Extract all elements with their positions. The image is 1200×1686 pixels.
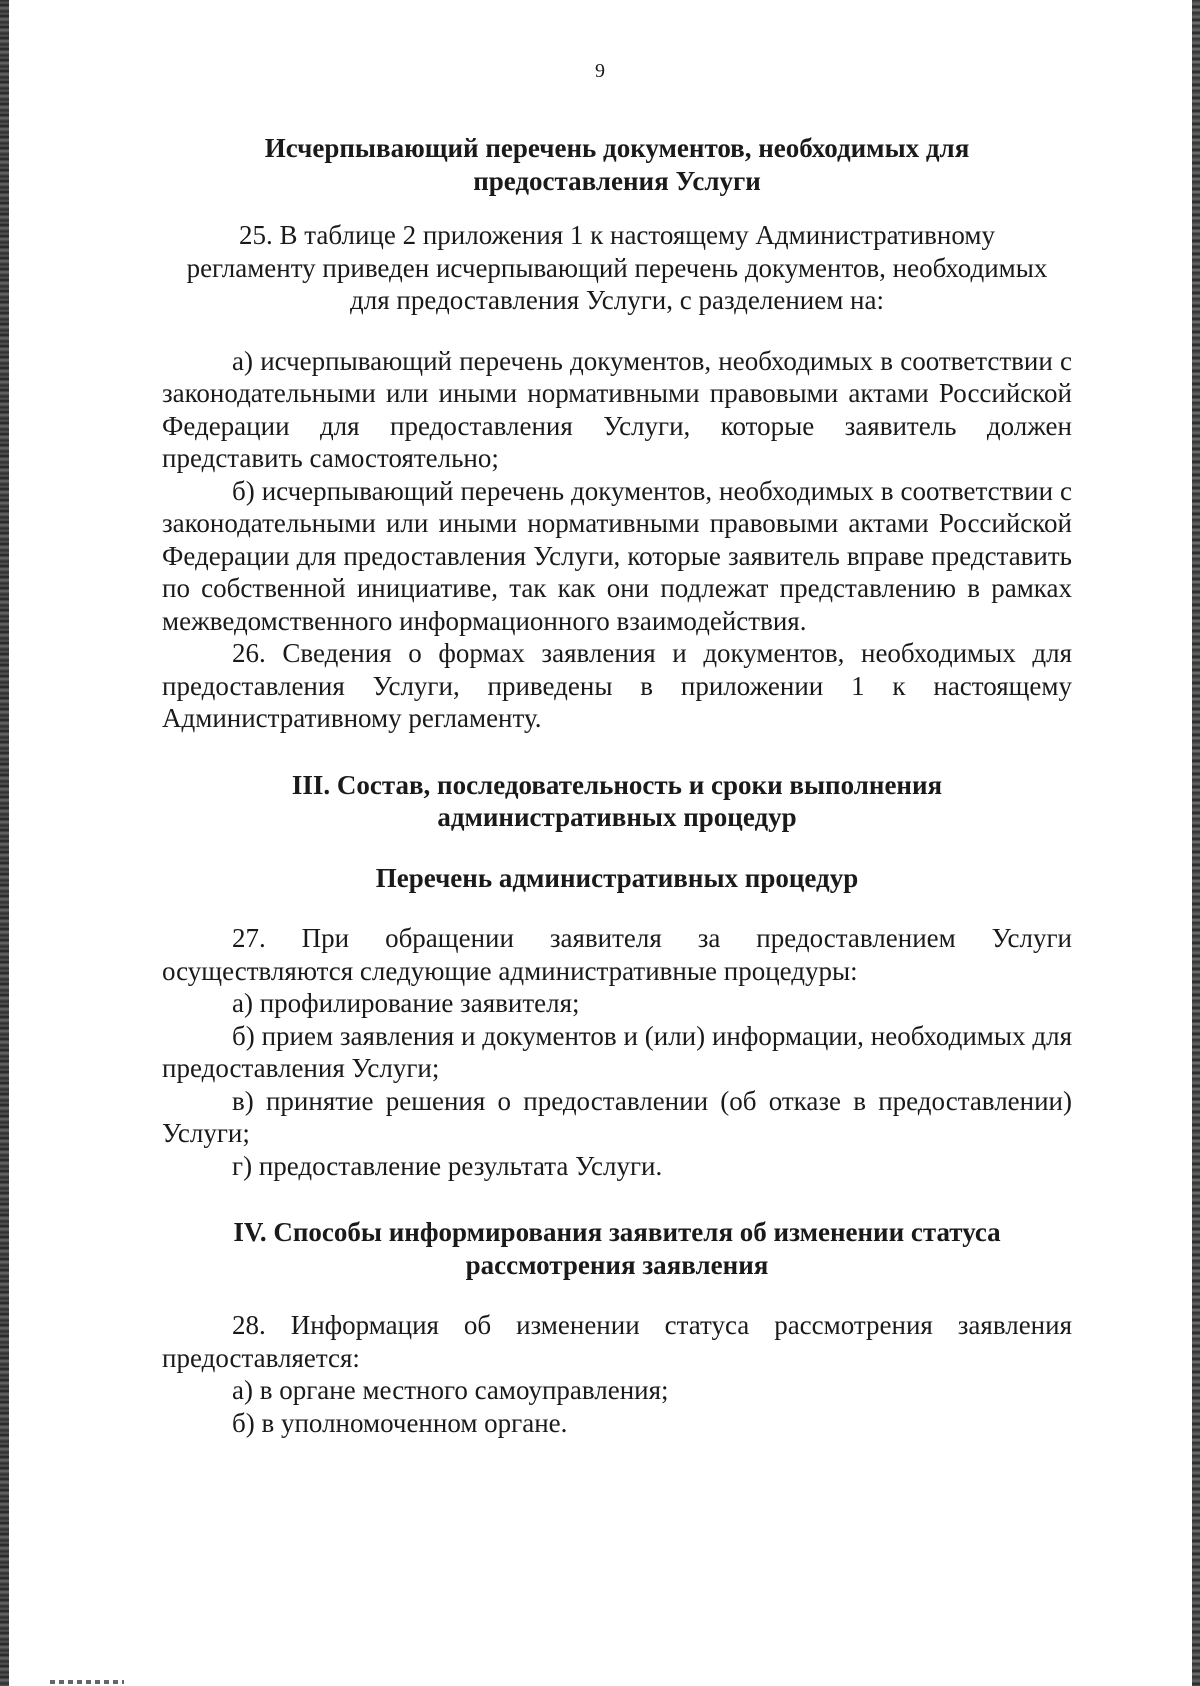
section-heading-documents: Исчерпывающий перечень документов, необходимых для предоставления Услуги xyxy=(264,133,970,196)
list-item-27d: г) предоставление результата Услуги. xyxy=(232,1150,663,1181)
list-item-27a: а) профилирование заявителя; xyxy=(232,988,580,1018)
paragraph-27: 27. При обращении заявителя за предоставлением Услуги осуществляются следующие административные процедуры: xyxy=(162,923,1072,986)
list-item-28a: а) в органе местного самоуправления; xyxy=(232,1375,669,1405)
scan-edge-left xyxy=(0,0,9,1686)
list-item-25a: а) исчерпывающий перечень документов, необходимых в соответствии с законодательными или иными нормативными правовыми актами Российской Федерации для предоставления Услуги, которые заявитель должен представить самостоятельно; xyxy=(162,345,1072,473)
document-body xyxy=(162,132,1072,1439)
list-item-28b: б) в уполномоченном органе. xyxy=(232,1407,568,1438)
page-number: 9 xyxy=(595,60,605,82)
list-item-25b: б) исчерпывающий перечень документов, необходимых в соответствии с законодательными или иными нормативными правовыми актами Российской Федерации для предоставления Услуги, которые заявитель вправе представить по собственной инициативе, так как они подлежат представлению в рамках межведомственного информационного взаимодействия. xyxy=(162,475,1072,636)
paragraph-26: 26. Сведения о формах заявления и документов, необходимых для предоставления Услуги, приведены в приложении 1 к настоящему Административному регламенту. xyxy=(162,638,1072,733)
list-item-27c: в) принятие решения о предоставлении (об отказе в предоставлении) Услуги; xyxy=(162,1085,1072,1148)
paragraph-25: 25. В таблице 2 приложения 1 к настоящему Административному регламенту приведен исчерпывающий перечень документов, необходимых для предоставления Услуги, с разделением на: xyxy=(186,220,1048,315)
list-item-27b: б) прием заявления и документов и (или) информации, необходимых для предоставления Услуги; xyxy=(162,1020,1072,1083)
paragraph-28: 28. Информация об изменении статуса рассмотрения заявления предоставляется: xyxy=(162,1310,1072,1373)
subheading-procedures-list: Перечень административных процедур xyxy=(375,862,859,893)
scan-corner-mark xyxy=(50,1680,124,1684)
section-heading-iv: IV. Способы информирования заявителя об изменении статуса рассмотрения заявления xyxy=(233,1217,1001,1280)
scan-edge-right xyxy=(1192,0,1200,1686)
section-heading-iii: III. Состав, последовательность и сроки выполнения административных процедур xyxy=(291,769,943,832)
